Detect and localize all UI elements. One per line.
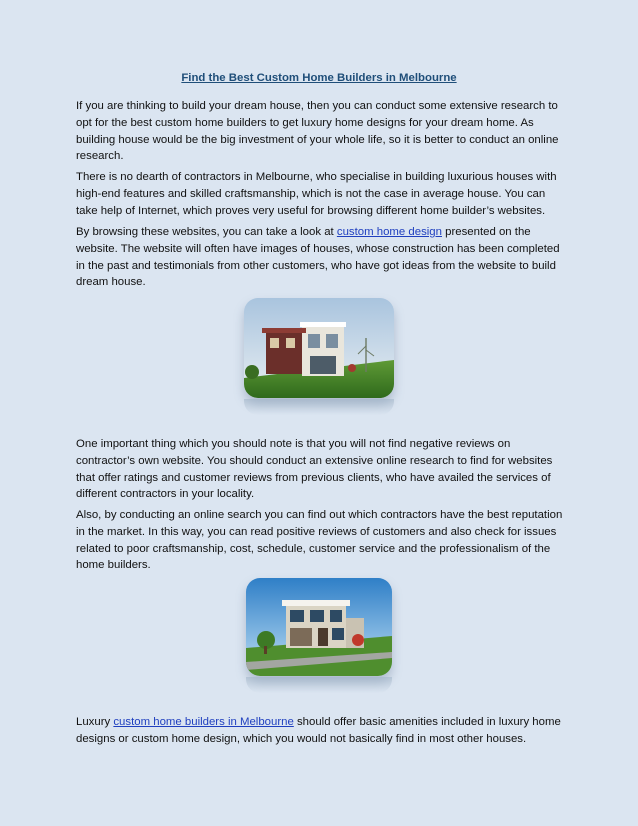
paragraph-luxury-text-start: Luxury	[76, 716, 114, 728]
paragraph-luxury-builders	[76, 714, 566, 748]
paragraph-intro: If you are thinking to build your dream house, then you can conduct some extensive research to opt for the best custom home builders to get luxury home designs for your dream home. As building house would be the big investment of your whole life, so it is better to conduct an online research.	[76, 100, 559, 163]
paragraph-online-search: Also, by conducting an online search you can find out which contractors have the best reputation in the market. In this way, you can read positive reviews of customers and also check for issues related to poor craftsmanship, cost, schedule, customer service and the professionalism of the home builders.	[76, 509, 563, 572]
house-photo-2	[246, 578, 392, 676]
photo-reflection-2	[246, 677, 392, 693]
paragraph-browsing-text-start: By browsing these websites, you can take a look at	[76, 226, 337, 238]
custom-home-builders-melbourne-link[interactable]: custom home builders in Melbourne	[113, 716, 294, 728]
house-photo-1	[244, 298, 394, 398]
photo-reflection-1	[244, 399, 394, 415]
paragraph-browsing	[76, 224, 566, 291]
custom-home-design-link[interactable]: custom home design	[336, 226, 442, 238]
paragraph-negative-reviews: One important thing which you should note is that you will not find negative reviews on contractor’s own website. You should conduct an extensive online research to find for websites that offer ratings and customer reviews from previous clients, who have availed the services of different contractors in your locality.	[76, 438, 553, 501]
paragraph-browsing-text-end: presented on the website. The website will often have images of houses, whose construction has been completed in the past and testimonials from other customers, who have got ideas from the website to build dream house.	[76, 226, 560, 289]
paragraph-luxury-text-end: should offer basic amenities included in luxury home designs or custom home design, which you would not basically find in most other houses.	[76, 716, 561, 745]
paragraph-contractors: There is no dearth of contractors in Melbourne, who specialise in building luxurious houses with high-end features and skilled craftsmanship, which is not the case in average house. You can take help of Internet, which proves very useful for browsing different home builder’s websites.	[76, 171, 557, 217]
document-title: Find the Best Custom Home Builders in Melbourne	[181, 72, 457, 84]
